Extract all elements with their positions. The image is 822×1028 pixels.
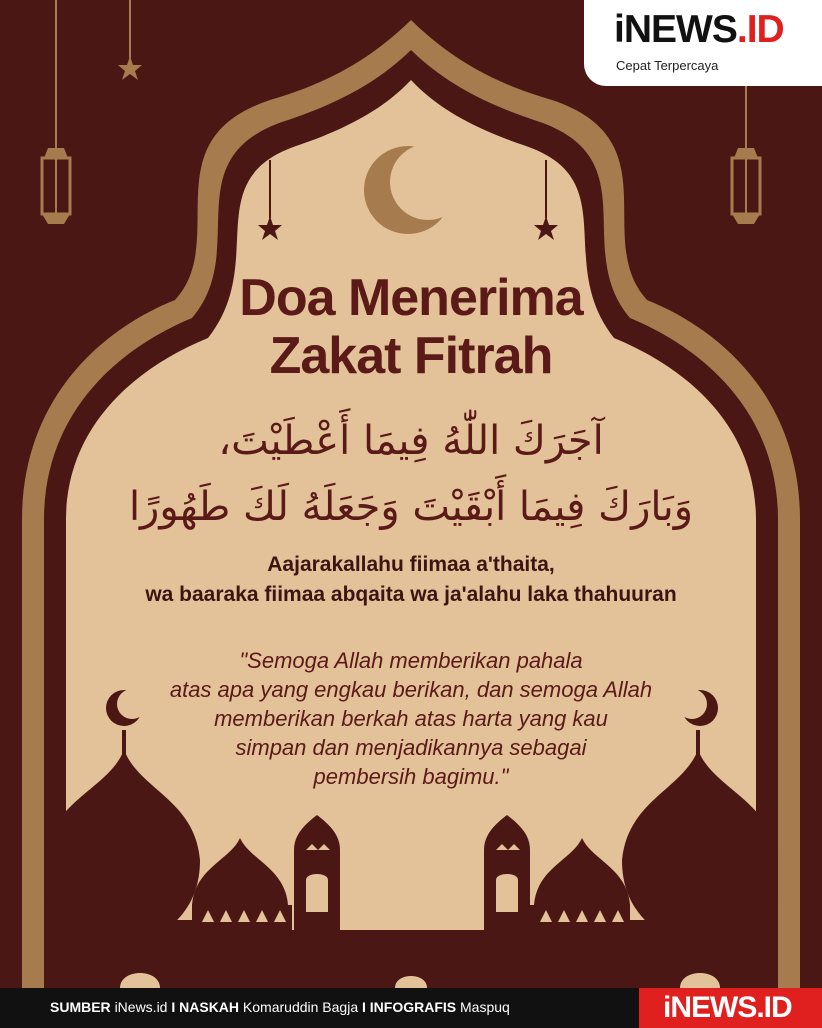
title-line-1: Doa Menerima bbox=[239, 269, 583, 327]
latin-line-2: wa baaraka fiimaa abqaita wa ja'alahu laka thahuuran bbox=[145, 583, 677, 606]
arabic-line-1: آجَرَكَ اللّٰهُ فِيمَا أَعْطَيْتَ، bbox=[218, 418, 604, 464]
footer-credits: SUMBER iNews.id I NASKAH Komaruddin Bagja I INFOGRAFIS Maspuq bbox=[50, 999, 510, 1015]
translation-line-3: memberikan berkah atas harta yang kau bbox=[214, 706, 608, 731]
logo-tagline: Cepat Terpercaya bbox=[616, 58, 719, 73]
translation-line-1: "Semoga Allah memberikan pahala bbox=[239, 648, 583, 673]
brand-logo bbox=[584, 0, 822, 86]
title-line-2: Zakat Fitrah bbox=[269, 327, 553, 385]
translation-line-4: simpan dan menjadikannya sebagai bbox=[235, 735, 587, 760]
latin-line-1: Aajarakallahu fiimaa a'thaita, bbox=[267, 553, 555, 576]
translation-line-5: pembersih bagimu." bbox=[313, 764, 509, 789]
logo-text: iNEWS.ID bbox=[614, 8, 784, 51]
footer-logo bbox=[639, 988, 822, 1028]
footer-bar bbox=[0, 988, 822, 1028]
footer-logo-text: iNEWS.ID bbox=[663, 991, 792, 1024]
arabic-line-2: وَبَارَكَ فِيمَا أَبْقَيْتَ وَجَعَلَهُ لَكَ طَهُورًا bbox=[128, 484, 694, 530]
translation-line-2: atas apa yang engkau berikan, dan semoga Allah bbox=[169, 677, 653, 702]
